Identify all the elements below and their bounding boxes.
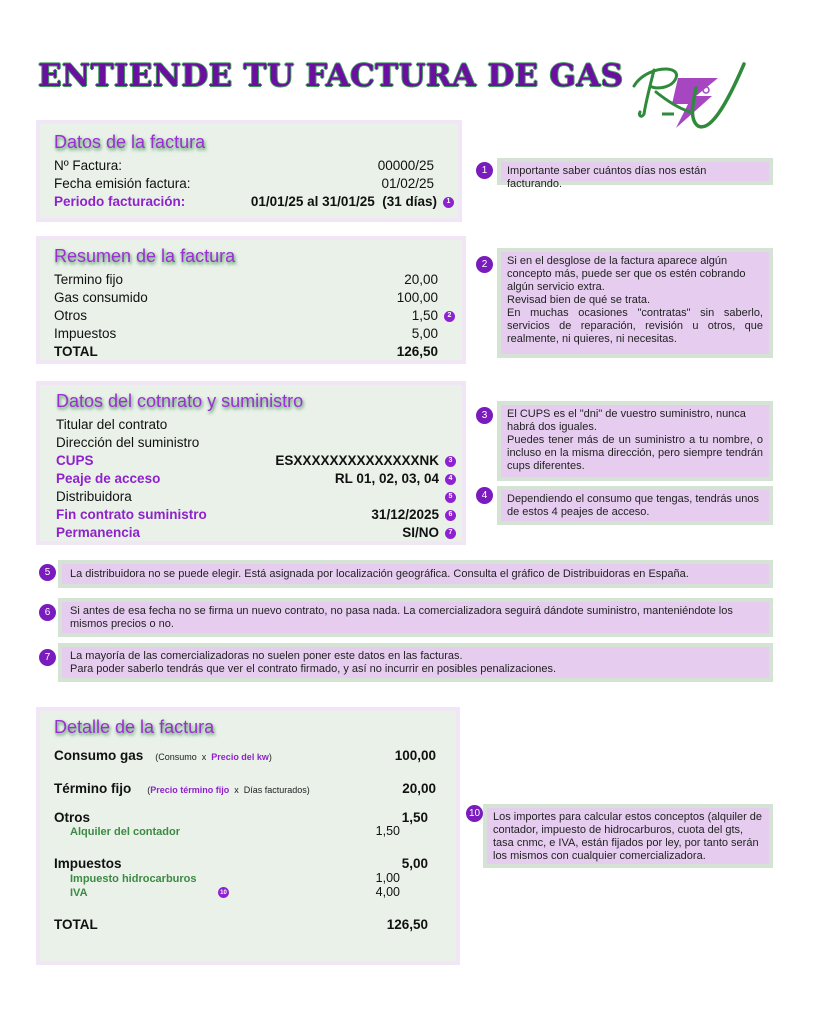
label: Periodo facturación: <box>54 194 186 209</box>
note-4 <box>497 486 773 525</box>
detalle-otros-row <box>54 810 436 825</box>
value <box>439 492 456 503</box>
note-3-line: El CUPS es el "dni" de vuestro suministro, nunca habrá dos iguales. <box>507 408 746 433</box>
note-10-line: Los importes para calcular estos conceptos (alquiler de contador, impuesto de hidrocarburos, cuota del gts, tasa cnmc, e IVA, están fijados por ley, por tanto serán los mismos con cualquier comercializadora. <box>493 811 763 862</box>
detalle-consumo-row <box>54 748 436 763</box>
detalle-card <box>36 707 460 965</box>
consumo-formula <box>155 752 272 762</box>
otros-value: 1,50 <box>411 308 438 323</box>
row-gas-consumido <box>54 289 438 307</box>
resumen-title: Resumen de la factura <box>54 246 236 266</box>
label: Dirección del suministro <box>56 435 200 450</box>
value: 01/02/25 <box>381 176 434 191</box>
row-peaje <box>56 470 456 488</box>
row-otros <box>54 307 455 325</box>
row-direccion <box>56 434 456 452</box>
label: Peaje de acceso <box>56 471 161 486</box>
row-impuestos <box>54 325 438 343</box>
note-7 <box>58 643 773 682</box>
resumen-card <box>36 236 466 364</box>
row-total <box>54 343 438 361</box>
formula-open: ( <box>147 785 151 795</box>
termino-formula <box>147 785 310 795</box>
note-6-line: Si antes de esa fecha no se firma un nuevo contrato, no pasa nada. La comercializadora seguirá dándote suministro, manteniéndote los mismos precios o no. <box>70 605 733 630</box>
row-distribuidora <box>56 488 456 506</box>
note-number-1: 1 <box>476 162 493 179</box>
note-2-line: En muchas ocasiones "contratas" sin saberlo, servicios de reparación, revisión u otros, que realmente, ni quieres, ni necesitas. <box>507 307 763 345</box>
iva-value: 4,00 <box>375 885 400 899</box>
row-fecha-emision <box>54 175 434 193</box>
note-badge-7[interactable]: 7 <box>445 528 456 539</box>
detalle-title: Detalle de la factura <box>54 717 215 737</box>
termino-value: 20,00 <box>402 781 436 796</box>
value: 126,50 <box>396 344 438 359</box>
row-numero-factura <box>54 157 434 175</box>
label: Nº Factura: <box>54 158 122 173</box>
label: Impuestos <box>54 326 117 341</box>
consumo-label: Consumo gas <box>54 748 144 763</box>
total-label: TOTAL <box>54 917 98 932</box>
iva-label: IVA <box>70 887 88 899</box>
formula-highlight: Precio del kw <box>211 752 269 762</box>
value: 00000/25 <box>377 158 434 173</box>
page-title: ENTIENDE TU FACTURA DE GAS <box>38 58 624 94</box>
contrato-card <box>36 381 466 545</box>
value <box>251 193 454 211</box>
row-fin-contrato <box>56 506 456 524</box>
peaje-value: RL 01, 02, 03, 04 <box>334 471 439 486</box>
value <box>402 524 456 542</box>
note-number-6: 6 <box>39 604 56 621</box>
hidrocarburos-label: Impuesto hidrocarburos <box>70 873 197 885</box>
otros-value: 1,50 <box>401 810 428 825</box>
note-badge-10[interactable]: 10 <box>218 887 229 898</box>
hidrocarburos-value: 1,00 <box>375 871 400 885</box>
fin-contrato-value: 31/12/2025 <box>371 507 439 522</box>
row-permanencia <box>56 524 456 542</box>
periodo-value: 01/01/25 al 31/01/25 (31 días) <box>250 194 437 209</box>
note-badge-1[interactable]: 1 <box>443 197 454 208</box>
permanencia-value: SI/NO <box>402 525 439 540</box>
note-number-4: 4 <box>476 487 493 504</box>
formula-highlight: Precio término fijo <box>150 785 230 795</box>
otros-label: Otros <box>54 810 91 825</box>
label: Permanencia <box>56 525 141 540</box>
alquiler-value: 1,50 <box>375 824 400 838</box>
datos-factura-card <box>36 120 462 222</box>
value: 5,00 <box>411 326 438 341</box>
note-badge-2[interactable]: 2 <box>444 311 455 322</box>
value <box>335 470 456 488</box>
total-value: 126,50 <box>386 917 428 932</box>
label: Termino fijo <box>54 272 124 287</box>
label: Otros <box>54 308 88 323</box>
label: Fin contrato suministro <box>56 507 207 522</box>
value <box>412 307 455 325</box>
detalle-alquiler-row <box>54 824 436 838</box>
note-number-3: 3 <box>476 407 493 424</box>
row-titular <box>56 416 456 434</box>
consumo-value: 100,00 <box>394 748 436 763</box>
formula-open: (Consumo x <box>155 752 212 762</box>
datos-factura-title: Datos de la factura <box>54 132 206 152</box>
note-1 <box>497 158 773 190</box>
formula-close: ) <box>268 752 272 762</box>
value <box>371 506 456 524</box>
note-10 <box>483 804 773 868</box>
label: Fecha emisión factura: <box>54 176 191 191</box>
note-7-line: La mayoría de las comercializadoras no suelen poner este datos en las facturas. <box>70 650 463 662</box>
value: 20,00 <box>404 272 438 287</box>
label: Distribuidora <box>56 489 132 504</box>
note-badge-5[interactable]: 5 <box>445 492 456 503</box>
note-3 <box>497 401 773 481</box>
cups-value: ESXXXXXXXXXXXXXXNK <box>275 453 439 468</box>
row-periodo-facturacion <box>54 193 454 211</box>
note-number-7: 7 <box>39 649 56 666</box>
note-2-line: Si en el desglose de la factura aparece algún concepto más, puede ser que os estén cobrando algún servicio extra. <box>507 255 746 293</box>
note-7-line: Para poder saberlo tendrás que ver el contrato firmado, y así no incurrir en posibles penalizaciones. <box>70 663 557 675</box>
note-3-line: Puedes tener más de un suministro a tu nombre, o incluso en la misma dirección, pero siempre tendrán cups diferentes. <box>507 434 763 472</box>
note-number-5: 5 <box>39 564 56 581</box>
note-5-line: La distribuidora no se puede elegir. Está asignada por localización geográfica. Consulta el gráfico de Distribuidoras en España. <box>70 568 689 580</box>
detalle-impuestos-row <box>54 856 436 871</box>
row-cups <box>56 452 456 470</box>
note-2 <box>497 248 773 358</box>
row-termino-fijo <box>54 271 438 289</box>
label: TOTAL <box>54 344 98 359</box>
note-number-2: 2 <box>476 256 493 273</box>
rv-logo-icon <box>626 56 751 131</box>
note-badge-6[interactable]: 6 <box>445 510 456 521</box>
note-4-line: Dependiendo el consumo que tengas, tendrás unos de estos 4 peajes de acceso. <box>507 493 759 518</box>
note-5 <box>58 560 773 588</box>
label: Gas consumido <box>54 290 148 305</box>
detalle-termino-row <box>54 781 436 796</box>
value <box>275 452 456 470</box>
detalle-total-row <box>54 917 436 932</box>
note-2-line: Revisad bien de qué se trata. <box>507 294 651 306</box>
label: CUPS <box>56 453 94 468</box>
note-badge-4[interactable]: 4 <box>445 474 456 485</box>
formula-close: x Días facturados) <box>229 785 310 795</box>
detalle-iva-row <box>54 885 436 899</box>
note-6 <box>58 598 773 637</box>
value: 100,00 <box>396 290 438 305</box>
contrato-title: Datos del cotnrato y suministro <box>56 391 304 411</box>
impuestos-value: 5,00 <box>401 856 428 871</box>
label: Titular del contrato <box>56 417 168 432</box>
note-number-10: 10 <box>466 805 483 822</box>
note-badge-3[interactable]: 3 <box>445 456 456 467</box>
detalle-hidrocarburos-row <box>54 871 436 885</box>
note-1-line: Importante saber cuántos días nos están facturando. <box>507 165 707 190</box>
alquiler-label: Alquiler del contador <box>70 826 181 838</box>
impuestos-label: Impuestos <box>54 856 122 871</box>
termino-label: Término fijo <box>54 781 132 796</box>
